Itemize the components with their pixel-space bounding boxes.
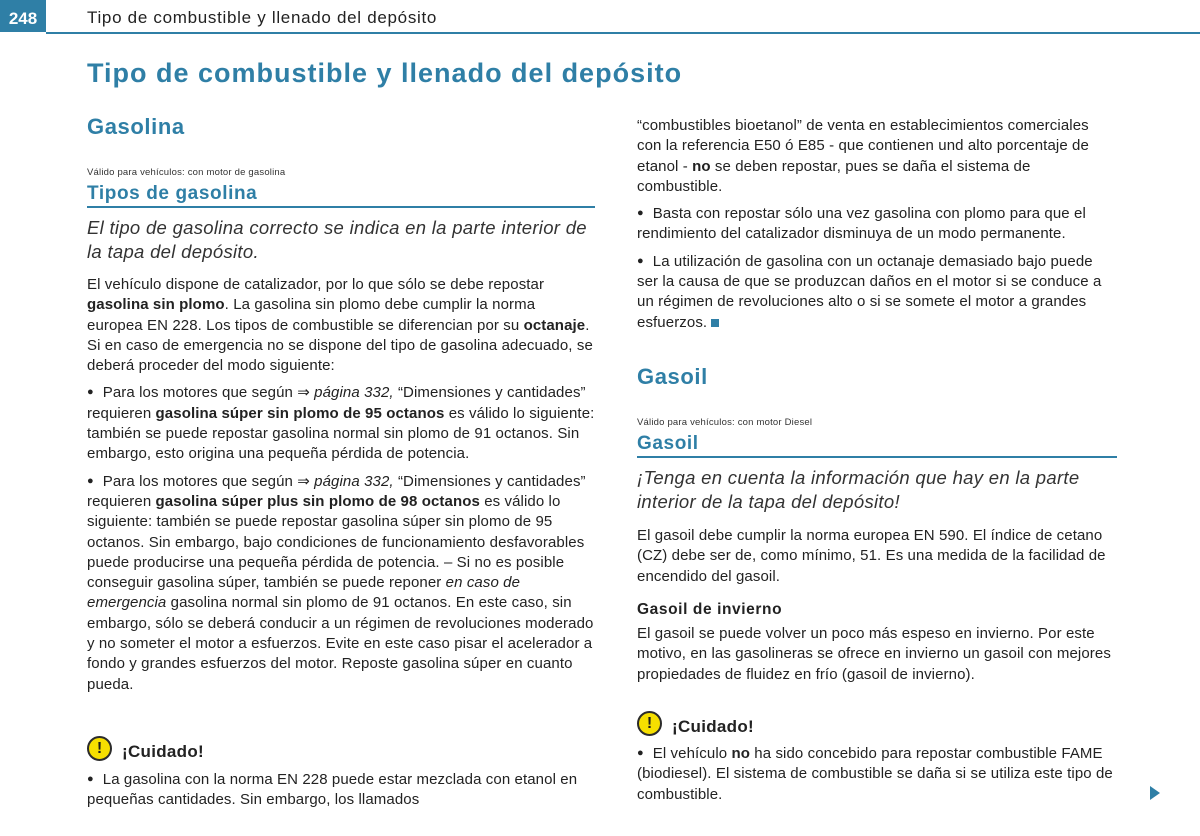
caution-body [637, 743, 1117, 805]
bullet-item: ● La gasolina con la norma EN 228 puede estar mezclada con etanol en pequeñas cantidades. Sin embargo, los llamados [87, 769, 595, 811]
caution-title: ¡Cuidado! [122, 742, 205, 761]
bullet-item [637, 743, 1117, 805]
text: “Dimensiones y cantidades” requieren [87, 472, 586, 510]
text: “combustibles bioetanol” de venta en establecimientos comerciales con la referencia E50 ó E85 - que contienen und alto porcentaje de etanol - [637, 117, 1089, 175]
text: es válido lo siguiente: también se puede repostar gasolina normal sin plomo de 91 octanos. Sin embargo, esto origina una pequeña pérdida de potencia. [87, 404, 595, 463]
text: “Dimensiones y cantidades” requieren [87, 384, 586, 422]
page-reference: página 332, [314, 472, 394, 490]
bold-text: gasolina súper plus sin plomo de 98 octanos [155, 492, 480, 510]
gasolina-body [87, 275, 595, 695]
section-title-gasoil: Gasoil [637, 364, 708, 389]
subsection-title-gasoil: Gasoil [637, 433, 1117, 458]
paragraph: El gasoil debe cumplir la norma europea EN 590. El índice de cetano (CZ) debe ser de, como mínimo, 51. Es una medida de la facilidad de encendido del gasoil. [637, 527, 1106, 585]
bold-text: octanaje [523, 316, 586, 334]
paragraph [87, 275, 595, 376]
gasoil-body [637, 526, 1117, 587]
bullet-item [87, 382, 595, 464]
bullet-item: ● Basta con repostar sólo una vez gasolina con plomo para que el rendimiento del catalizador disminuya de un modo permanente. [637, 203, 1117, 245]
text: es válido lo siguiente: también se puede repostar gasolina súper sin plomo de 95 octanos. Sin embargo, bajo condiciones de funcionamiento desfavorables puede producirse una pequeña pérdida de potencia. – Si no es posible conseguir gasolina súper, también se puede reponer [87, 492, 585, 592]
bullet-item [637, 251, 1117, 333]
header-rule [46, 32, 1200, 34]
caution-title: ¡Cuidado! [672, 717, 755, 736]
paragraph [637, 116, 1117, 197]
text: La utilización de gasolina con un octanaje demasiado bajo puede ser la causa de que se produzcan daños en el motor si se conduce a un régimen de revoluciones alto o si se somete el motor a grandes esfuerzos. [637, 252, 1102, 331]
text: gasolina normal sin plomo de 91 octanos. En este caso, sin embargo, sólo se deberá conducir a un régimen de revoluciones moderado y no someter el motor a esfuerzos. Evite en este caso pisar el acelerador a fondo y grandes esfuerzos del motor. Reposte gasolina súper en cuanto pueda. [87, 594, 594, 693]
section-title-gasolina: Gasolina [87, 114, 185, 139]
bold-text: gasolina súper sin plomo de 95 octanos [155, 404, 445, 422]
next-page-arrow-icon [1150, 786, 1160, 800]
text: se deben repostar, pues se daña el sistema de combustible. [637, 157, 1031, 195]
caution-header [637, 709, 1117, 737]
section-end-square-icon [711, 319, 719, 327]
text: Para los motores que según ⇒ [102, 384, 315, 402]
page-reference: página 332, [314, 384, 394, 402]
caution-continuation [637, 116, 1117, 333]
caution-body [87, 769, 595, 811]
text: ha sido concebido para repostar combustible FAME (biodiesel). El sistema de combustible se daña si se utiliza este tipo de combustible. [637, 745, 1113, 803]
subsection-title-tipos: Tipos de gasolina [87, 183, 595, 208]
text: El vehículo [652, 745, 732, 762]
text: El vehículo dispone de catalizador, por lo que sólo se debe repostar [87, 276, 545, 293]
paragraph: El gasoil se puede volver un poco más espeso en invierno. Por este motivo, en las gasolineras se ofrece en invierno un gasoil con mejores propiedades de fluidez en frío (gasoil de invierno). [637, 625, 1111, 683]
caution-circle-icon: ! [87, 736, 112, 761]
text: . La gasolina sin plomo debe cumplir la norma europea EN 228. Los tipos de combustible se diferencian por su [87, 296, 536, 334]
page-number: 248 [0, 0, 46, 32]
bullet-item [87, 471, 595, 695]
winter-diesel-title: Gasoil de invierno [637, 601, 783, 618]
bold-text: no [692, 157, 711, 175]
bold-text: gasolina sin plomo [87, 296, 225, 314]
page-title: Tipo de combustible y llenado del depósito [87, 58, 683, 88]
winter-diesel-body [637, 624, 1117, 685]
running-header-title: Tipo de combustible y llenado del depósito [87, 8, 438, 27]
intro-text: ¡Tenga en cuenta la información que hay en la parte interior de la tapa del depósito! [637, 467, 1080, 512]
validity-note: Válido para vehículos: con motor de gasolina [87, 167, 286, 178]
caution-circle-icon: ! [637, 711, 662, 736]
text: Para los motores que según ⇒ [102, 472, 315, 490]
intro-text: El tipo de gasolina correcto se indica en la parte interior de la tapa del depósito. [87, 217, 587, 262]
validity-note: Válido para vehículos: con motor Diesel [637, 417, 813, 428]
caution-header [87, 734, 595, 762]
italic-text: en caso de emergencia [87, 574, 521, 612]
bold-text: no [731, 745, 751, 762]
text: . Si en caso de emergencia no se dispone del tipo de gasolina adecuado, se deberá proceder del modo siguiente: [87, 316, 593, 375]
